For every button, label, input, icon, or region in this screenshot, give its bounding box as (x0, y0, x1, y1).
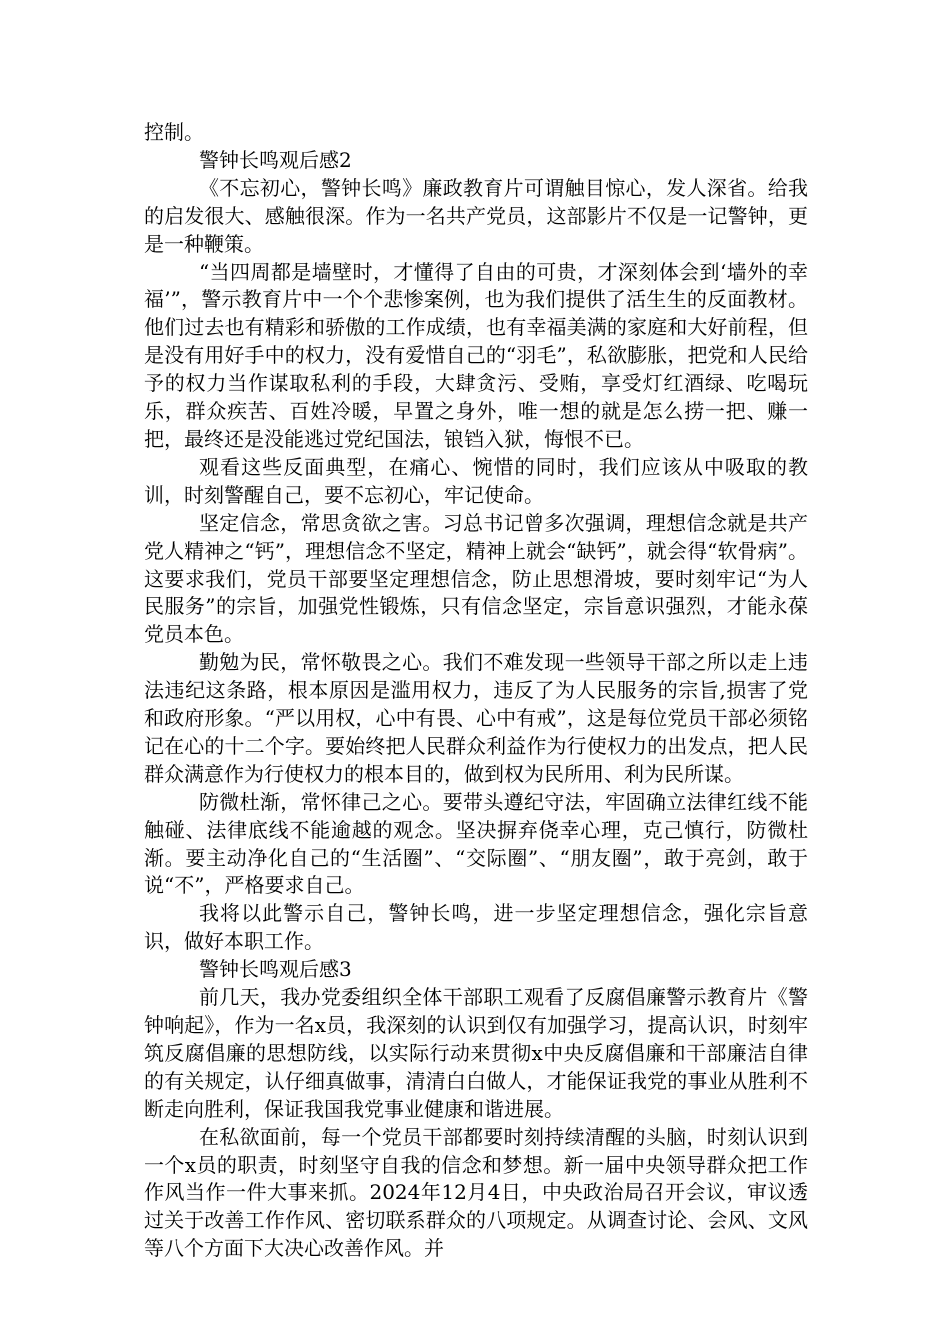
paragraph: 防微杜渐，常怀律己之心。要带头遵纪守法，牢固确立法律红线不能触碰、法律底线不能逾越的观念。坚决摒弃侥幸心理，克己慎行，防微杜渐。要主动净化自己的“生活圈”、“交际圈”、“朋友圈”，敢于亮剑，敢于说“不”，严格要求自己。 (144, 789, 808, 898)
paragraph: 我将以此警示自己，警钟长鸣，进一步坚定理想信念，强化宗旨意识，做好本职工作。 (144, 901, 808, 954)
paragraph: 坚定信念，常思贪欲之害。习总书记曾多次强调，理想信念就是共产党人精神之“钙”，理想信念不坚定，精神上就会“缺钙”，就会得“软骨病”。这要求我们，党员干部要坚定理想信念，防止思想滑坡，要时刻牢记“为人民服务”的宗旨，加强党性锻炼，只有信念坚定，宗旨意识强烈，才能永葆党员本色。 (144, 510, 808, 647)
paragraph: 《不忘初心，警钟长鸣》廉政教育片可谓触目惊心，发人深省。给我的启发很大、感触很深。作为一名共产党员，这部影片不仅是一记警钟，更是一种鞭策。 (144, 175, 808, 256)
paragraph: 勤勉为民，常怀敬畏之心。我们不难发现一些领导干部之所以走上违法违纪这条路，根本原因是滥用权力，违反了为人民服务的宗旨,损害了党和政府形象。“严以用权，心中有畏、心中有戒”，这是每位党员干部必须铭记在心的十二个字。要始终把人民群众利益作为行使权力的出发点，把人民群众满意作为行使权力的根本目的，做到权为民所用、利为民所谋。 (144, 650, 808, 786)
section-heading: 警钟长鸣观后感3 (199, 957, 352, 982)
paragraph: 观看这些反面典型，在痛心、惋惜的同时，我们应该从中吸取的教训，时刻警醒自己，要不忘初心，牢记使命。 (144, 454, 808, 507)
document-body (144, 119, 808, 1263)
section-heading: 警钟长鸣观后感2 (199, 147, 352, 172)
paragraph: 前几天，我办党委组织全体干部职工观看了反腐倡廉警示教育片《警钟响起》，作为一名x员，我深刻的认识到仅有加强学习，提高认识，时刻牢筑反腐倡廉的思想防线，以实际行动来贯彻x中央反腐倡廉和干部廉洁自律的有关规定，认仔细真做事，清清白白做人，才能保证我党的事业从胜利不断走向胜利，保证我国我党事业健康和谐进展。 (144, 985, 808, 1121)
paragraph: “当四周都是墙壁时，才懂得了自由的可贵，才深刻体会到‘墙外的幸福’”，警示教育片中一个个悲惨案例，也为我们提供了活生生的反面教材。他们过去也有精彩和骄傲的工作成绩，也有幸福美满的家庭和大好前程，但是没有用好手中的权力，没有爱惜自己的“羽毛”，私欲膨胀，把党和人民给予的权力当作谋取私利的手段，大肆贪污、受贿，享受灯红酒绿、吃喝玩乐，群众疾苦、百姓冷暖，早置之身外，唯一想的就是怎么捞一把、赚一把，最终还是没能逃过党纪国法，锒铛入狱，悔恨不已。 (144, 259, 808, 451)
paragraph: 控制。 (144, 120, 204, 144)
paragraph: 在私欲面前，每一个党员干部都要时刻持续清醒的头脑，时刻认识到一个x员的职责，时刻坚守自我的信念和梦想。新一届中央领导群众把工作作风当作一件大事来抓。2024年12月4日，中央政治局召开会议，审议透过关于改善工作作风、密切联系群众的八项规定。从调查讨论、会风、文风等八个方面下大决心改善作风。并 (144, 1124, 808, 1261)
